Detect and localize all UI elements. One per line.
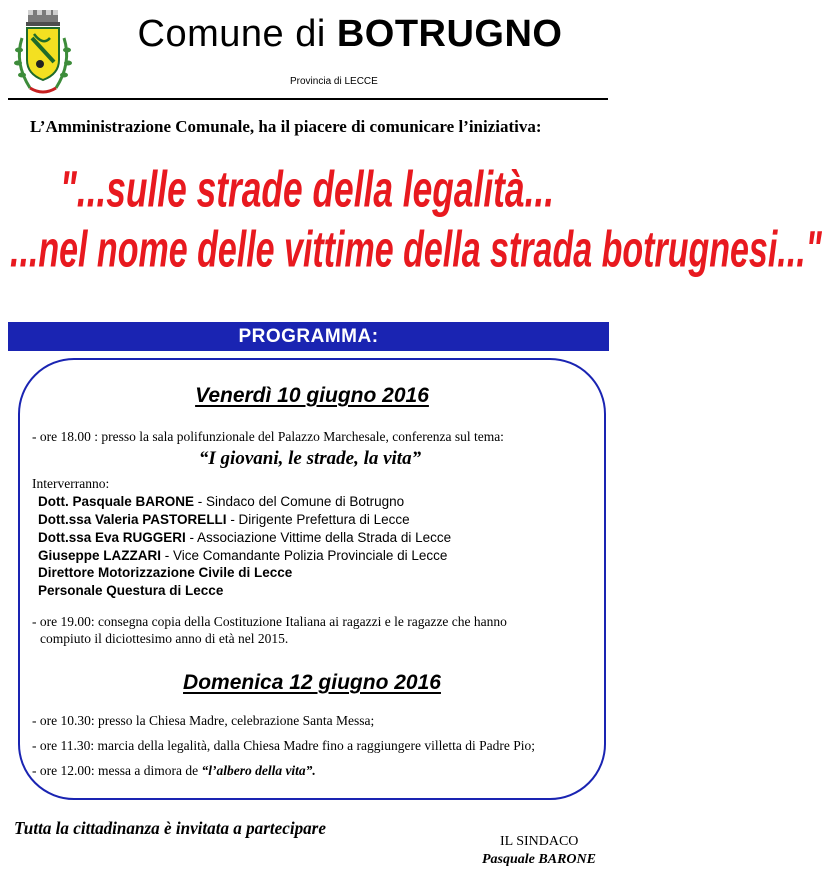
- province-label: Provincia di LECCE: [290, 76, 378, 87]
- day1-event-2-line-2: compiuto il diciottesimo anno di età nel 2015.: [40, 631, 289, 646]
- day1-event-1: - ore 18.00 : presso la sala polifunzionale del Palazzo Marchesale, conferenza sul tema:: [32, 429, 504, 444]
- invitation-text: Tutta la cittadinanza è invitata a partecipare: [14, 818, 326, 838]
- day1-title: Venerdì 10 giugno 2016: [195, 384, 429, 407]
- day2-event-1: - ore 10.30: presso la Chiesa Madre, celebrazione Santa Messa;: [32, 713, 375, 728]
- municipal-crest-icon: [10, 8, 76, 100]
- programma-banner: PROGRAMMA:: [8, 322, 609, 351]
- speaker-item: Dott.ssa Valeria PASTORELLI - Dirigente Prefettura di Lecce: [38, 512, 410, 527]
- speaker-item: Dott. Pasquale BARONE - Sindaco del Comune di Botrugno: [38, 494, 405, 509]
- speakers-label: Interverranno:: [32, 476, 110, 491]
- speaker-item: Personale Questura di Lecce: [38, 583, 224, 598]
- intro-text: L’Amministrazione Comunale, ha il piacere di comunicare l’iniziativa:: [30, 117, 542, 136]
- day2-title: Domenica 12 giugno 2016: [183, 671, 441, 694]
- signature-name: Pasquale BARONE: [482, 852, 596, 867]
- header-divider: [8, 98, 608, 100]
- day2-event-2: - ore 11.30: marcia della legalità, dalla Chiesa Madre fino a raggiungere villetta di Padre Pio;: [32, 738, 535, 753]
- headline-line-1: "...sulle strade della legalità...: [60, 162, 555, 219]
- headline-line-2: ...nel nome delle vittime della strada botrugnesi...": [10, 222, 822, 279]
- speaker-item: Giuseppe LAZZARI - Vice Comandante Polizia Provinciale di Lecce: [38, 548, 448, 563]
- page-title: Comune di BOTRUGNO: [137, 13, 563, 55]
- conference-theme: “I giovani, le strade, la vita”: [198, 448, 422, 469]
- speaker-item: Dott.ssa Eva RUGGERI - Associazione Vittime della Strada di Lecce: [38, 530, 452, 545]
- day2-event-3: - ore 12.00: messa a dimora de “l’albero della vita”.: [32, 763, 316, 778]
- signature-title: IL SINDACO: [500, 834, 579, 849]
- day1-event-2-line-1: - ore 19.00: consegna copia della Costituzione Italiana ai ragazzi e le ragazze che hanno: [32, 614, 507, 629]
- speaker-item: Direttore Motorizzazione Civile di Lecce: [38, 565, 293, 580]
